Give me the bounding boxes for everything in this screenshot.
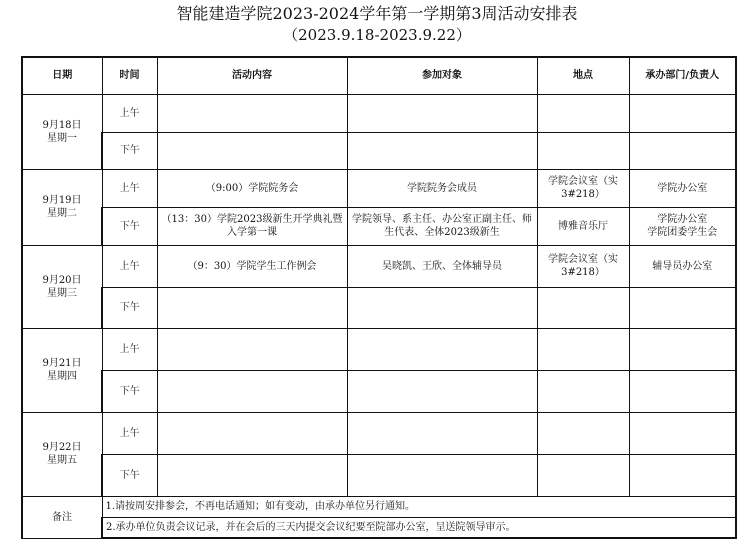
time-cell: 上午 xyxy=(102,328,157,370)
header-row xyxy=(22,57,736,94)
attendees-cell xyxy=(347,328,537,370)
time-cell: 下午 xyxy=(102,454,157,496)
time-cell: 下午 xyxy=(102,370,157,412)
content-cell xyxy=(157,370,347,412)
time-cell: 下午 xyxy=(102,287,157,328)
time-cell: 上午 xyxy=(102,245,157,287)
location-cell: 学院会议室（实3#218） xyxy=(537,169,629,207)
weekday-label: 星期五 xyxy=(47,455,77,466)
time-cell: 上午 xyxy=(102,412,157,454)
column-header-organizer: 承办部门/负责人 xyxy=(629,57,736,94)
date-cell xyxy=(22,412,102,496)
content-cell xyxy=(157,412,347,454)
column-header-location: 地点 xyxy=(537,57,629,94)
organizer-cell: 学院办公室 xyxy=(629,169,736,207)
location-cell xyxy=(537,370,629,412)
column-header-content: 活动内容 xyxy=(157,57,347,94)
note-item: 2.承办单位负责会议记录，并在会后的三天内提交会议纪要至院部办公室，呈送院领导审示。 xyxy=(102,517,736,538)
location-cell xyxy=(537,412,629,454)
table-row xyxy=(22,245,736,287)
table-row xyxy=(22,169,736,207)
page-title: 智能建造学院2023-2024学年第一学期第3周活动安排表 xyxy=(176,4,578,23)
table-row xyxy=(22,328,736,370)
attendees-cell: 吴晓凯、王欣、全体辅导员 xyxy=(347,245,537,287)
date-label: 9月18日 xyxy=(42,119,82,131)
time-cell: 下午 xyxy=(102,132,157,169)
column-header-time: 时间 xyxy=(102,57,157,94)
attendees-cell xyxy=(347,412,537,454)
weekday-label: 星期四 xyxy=(47,371,77,382)
table-row xyxy=(22,207,736,245)
organizer-cell: 学院办公室 学院团委学生会 xyxy=(629,207,736,245)
weekday-label: 星期三 xyxy=(47,287,77,299)
content-cell xyxy=(157,287,347,328)
table-row xyxy=(22,370,736,412)
location-cell xyxy=(537,132,629,169)
notes-row xyxy=(22,496,736,517)
organizer-cell xyxy=(629,412,736,454)
content-cell: （13：30）学院2023级新生开学典礼暨入学第一课 xyxy=(157,207,347,245)
organizer-cell xyxy=(629,328,736,370)
content-cell xyxy=(157,94,347,132)
content-cell: （9：30）学院学生工作例会 xyxy=(157,245,347,287)
attendees-cell xyxy=(347,370,537,412)
schedule-table xyxy=(21,56,737,539)
notes-row xyxy=(22,517,736,538)
date-label: 9月20日 xyxy=(42,274,82,286)
location-cell xyxy=(537,287,629,328)
weekday-label: 星期二 xyxy=(47,208,77,219)
attendees-cell: 学院领导、系主任、办公室正副主任、师生代表、全体2023级新生 xyxy=(347,207,537,245)
column-header-attendees: 参加对象 xyxy=(347,57,537,94)
table-row xyxy=(22,412,736,454)
table-row xyxy=(22,94,736,132)
weekday-label: 星期一 xyxy=(47,132,77,144)
location-cell: 学院会议室（实3#218） xyxy=(537,245,629,287)
date-cell xyxy=(22,94,102,169)
date-label: 9月22日 xyxy=(42,442,82,453)
table-row xyxy=(22,287,736,328)
date-cell xyxy=(22,245,102,328)
attendees-cell xyxy=(347,454,537,496)
organizer-cell xyxy=(629,94,736,132)
location-cell xyxy=(537,454,629,496)
content-cell xyxy=(157,132,347,169)
organizer-cell xyxy=(629,370,736,412)
attendees-cell xyxy=(347,287,537,328)
content-cell xyxy=(157,328,347,370)
note-item: 1.请按周安排参会，不再电话通知；如有变动，由承办单位另行通知。 xyxy=(102,496,736,517)
date-cell xyxy=(22,328,102,412)
date-label: 9月19日 xyxy=(42,195,82,206)
table-row xyxy=(22,132,736,169)
column-header-date: 日期 xyxy=(22,57,102,94)
date-cell xyxy=(22,169,102,245)
time-cell: 上午 xyxy=(102,169,157,207)
attendees-cell xyxy=(347,132,537,169)
content-cell: （9:00）学院院务会 xyxy=(157,169,347,207)
location-cell xyxy=(537,94,629,132)
attendees-cell xyxy=(347,94,537,132)
date-label: 9月21日 xyxy=(42,358,82,369)
attendees-cell: 学院院务会成员 xyxy=(347,169,537,207)
organizer-cell: 辅导员办公室 xyxy=(629,245,736,287)
location-cell: 博雅音乐厅 xyxy=(537,207,629,245)
location-cell xyxy=(537,328,629,370)
content-cell xyxy=(157,454,347,496)
time-cell: 上午 xyxy=(102,94,157,132)
organizer-cell xyxy=(629,132,736,169)
notes-label: 备注 xyxy=(22,496,102,538)
time-cell: 下午 xyxy=(102,207,157,245)
table-row xyxy=(22,454,736,496)
organizer-cell xyxy=(629,454,736,496)
page-subtitle: （2023.9.18-2023.9.22） xyxy=(283,26,471,44)
organizer-cell xyxy=(629,287,736,328)
